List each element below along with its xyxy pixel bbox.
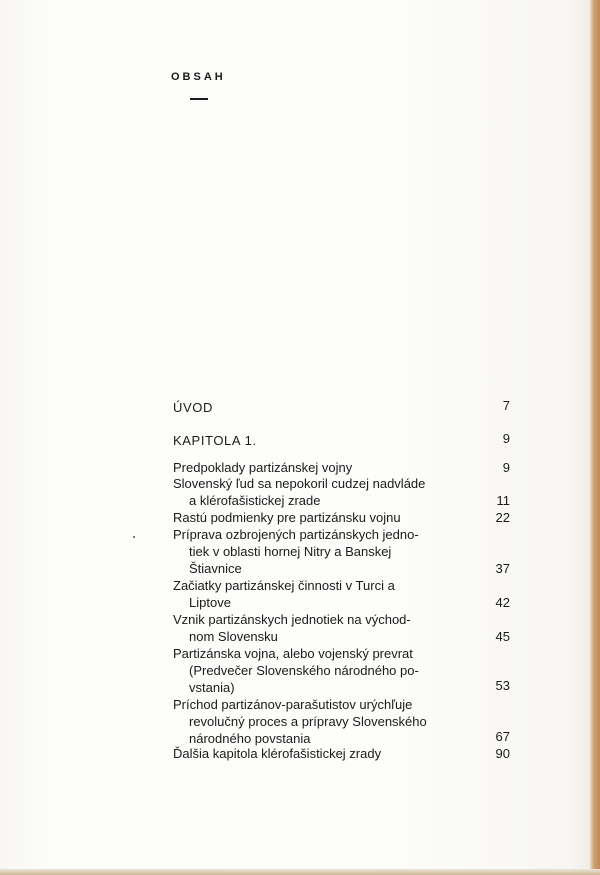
toc-entry-page: 67 <box>495 729 510 744</box>
toc-entry-line: Vznik partizánskych jednotiek na východ- <box>173 612 411 627</box>
toc-entry-page: 9 <box>502 460 510 475</box>
toc-entry-line: Ďalšia kapitola klérofašistickej zrady <box>173 746 382 761</box>
toc-entry-line: Slovenský ľud sa nepokoril cudzej nadvláde <box>173 476 426 491</box>
toc-entry-page: 42 <box>495 595 510 610</box>
toc-entry-line: Partizánska vojna, alebo vojenský prevrat <box>173 646 413 661</box>
toc-entry-line: Začiatky partizánskej činnosti v Turci a <box>173 578 395 593</box>
toc-entry-line: (Predvečer Slovenského národného po- <box>189 663 419 678</box>
toc-chapter-page: 9 <box>502 431 510 446</box>
toc-entry-line: Príchod partizánov-parašutistov urýchľuje <box>173 697 413 712</box>
toc-entry-line: Príprava ozbrojených partizánskych jedno- <box>173 527 419 542</box>
toc-entry-line: národného povstania <box>189 731 311 746</box>
toc-entry-page: 53 <box>495 678 510 693</box>
toc-intro-label: ÚVOD <box>173 400 213 415</box>
heading-rule <box>190 98 208 100</box>
toc-entry-line: Liptove <box>189 595 231 610</box>
page-edge <box>590 0 600 875</box>
print-speck <box>133 536 135 538</box>
toc-entry-line: revolučný proces a prípravy Slovenského <box>189 714 427 729</box>
toc-entry-line: vstania) <box>189 680 235 695</box>
toc-entry-line: Rastú podmienky pre partizánsku vojnu <box>173 510 401 525</box>
toc-entry-page: 37 <box>495 561 510 576</box>
toc-entry-line: tiek v oblasti hornej Nitry a Banskej <box>189 544 392 559</box>
toc-entry-line: Štiavnice <box>189 561 242 576</box>
toc-entry-line: Predpoklady partizánskej vojny <box>173 460 353 475</box>
toc-entry-page: 11 <box>496 493 510 508</box>
page-edge-bottom <box>0 869 600 875</box>
toc-heading: OBSAH <box>171 71 226 83</box>
toc-entry-page: 22 <box>495 510 510 525</box>
toc-entry-line: nom Slovensku <box>189 629 278 644</box>
toc-intro-page: 7 <box>502 398 510 413</box>
toc-entry-page: 45 <box>495 629 510 644</box>
toc-entry-page: 90 <box>495 746 510 761</box>
toc-entry-line: a klérofašistickej zrade <box>189 493 321 508</box>
toc-chapter-label: KAPITOLA 1. <box>173 433 257 448</box>
